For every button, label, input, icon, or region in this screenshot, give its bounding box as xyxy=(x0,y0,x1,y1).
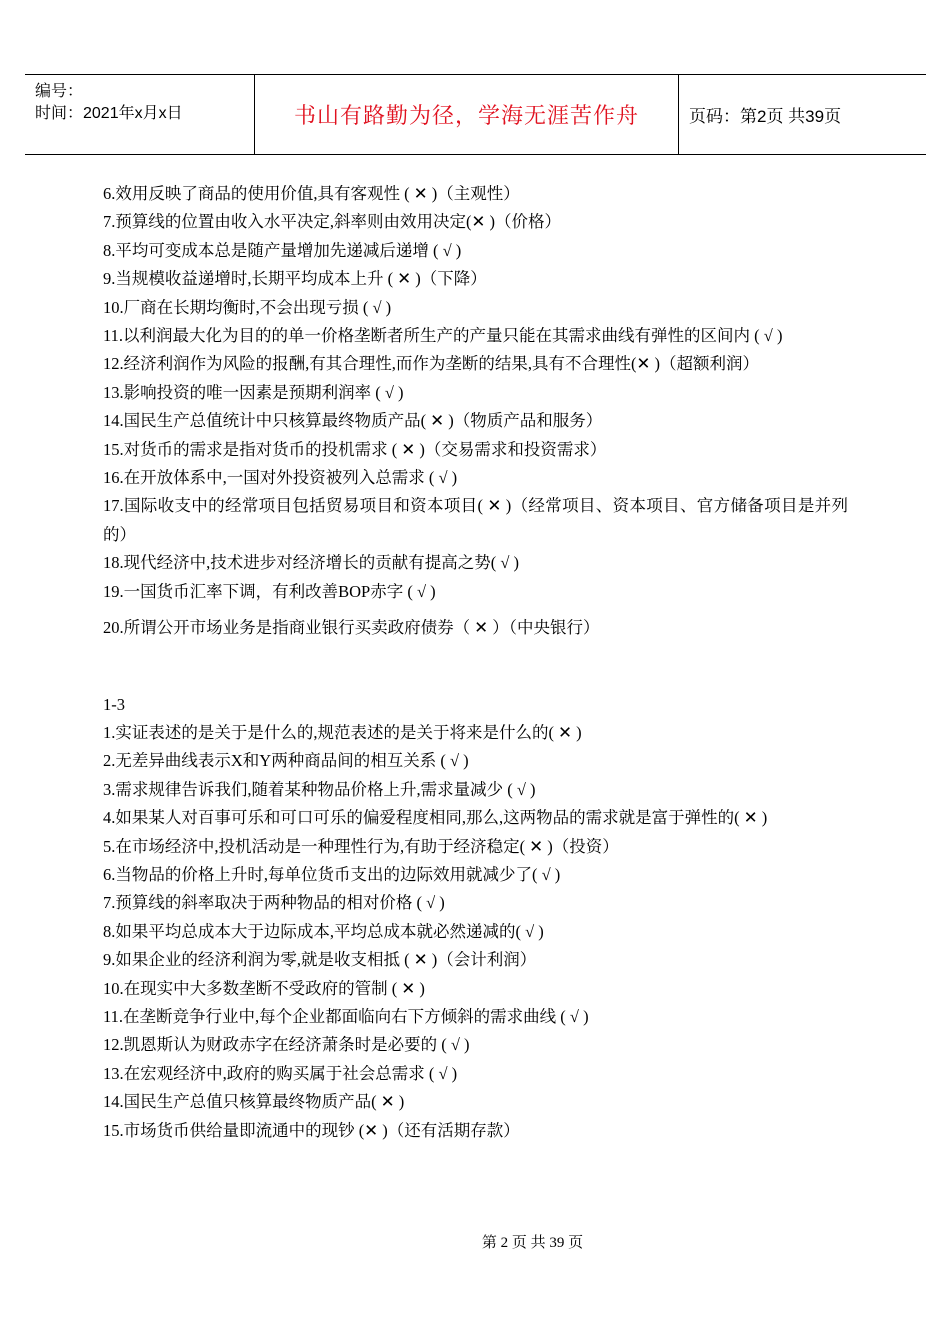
statement-item: 18.现代经济中,技术进步对经济增长的贡献有提高之势( √ ) xyxy=(103,553,520,573)
statement-item: 19.一国货币汇率下调，有利改善BOP赤字 ( √ ) xyxy=(103,581,436,601)
statement-item: 5.在市场经济中,投机活动是一种理性行为,有助于经济稳定( ✕ )（投资） xyxy=(103,836,619,856)
statement-item: 7.预算线的斜率取决于两种物品的相对价格 ( √ ) xyxy=(103,893,445,913)
statement-item: 1.实证表述的是关于是什么的,规范表述的是关于将来是什么的( ✕ ) xyxy=(103,722,582,742)
statement-item: 12.经济利润作为风险的报酬,有其合理性,而作为垄断的结果,具有不合理性(✕ )（超额利润） xyxy=(103,354,759,374)
header-motto: 书山有路勤为径，学海无涯苦作舟 xyxy=(254,75,679,154)
statement-item: 12.凯恩斯认为财政赤字在经济萧条时是必要的 ( √ ) xyxy=(103,1035,470,1055)
statement-item: 17.国际收支中的经常项目包括贸易项目和资本项目( ✕ )（经常项目、资本项目、官方储备项目是并列的） xyxy=(103,496,848,544)
document-number-label: 编号： xyxy=(35,83,84,100)
statement-item: 10.厂商在长期均衡时,不会出现亏损 ( √ ) xyxy=(103,297,392,317)
statement-item: 6.当物品的价格上升时,每单位货币支出的边际效用就减少了( √ ) xyxy=(103,864,561,884)
header-meta xyxy=(25,75,254,154)
page-footer: 第 2 页 共 39 页 xyxy=(481,1235,584,1251)
statement-item: 14.国民生产总值统计中只核算最终物质产品( ✕ )（物质产品和服务） xyxy=(103,411,603,431)
statement-item: 15.市场货币供给量即流通中的现钞 (✕ )（还有活期存款） xyxy=(103,1120,520,1140)
statement-item: 13.影响投资的唯一因素是预期利润率 ( √ ) xyxy=(103,382,404,402)
document-time-label: 时间：2021年x月x日 xyxy=(35,105,183,122)
statement-item: 2.无差异曲线表示X和Y两种商品间的相互关系 ( √ ) xyxy=(103,751,469,771)
section-2-list xyxy=(103,719,848,1145)
statement-item: 15.对货币的需求是指对货币的投机需求 ( ✕ )（交易需求和投资需求） xyxy=(103,439,607,459)
section-1-list xyxy=(103,180,848,643)
statement-item: 13.在宏观经济中,政府的购买属于社会总需求 ( √ ) xyxy=(103,1063,458,1083)
statement-item: 14.国民生产总值只核算最终物质产品( ✕ ) xyxy=(103,1092,405,1112)
header-page-label: 页码：第2页 共39页 xyxy=(689,107,842,126)
statement-item: 8.平均可变成本总是随产量增加先递减后递增 ( √ ) xyxy=(103,240,462,260)
page-header xyxy=(25,74,926,155)
statement-item: 20.所谓公开市场业务是指商业银行买卖政府债券（ ✕ ）（中央银行） xyxy=(103,618,600,638)
section-2-title: 1-3 xyxy=(103,694,125,714)
statement-item: 16.在开放体系中,一国对外投资被列入总需求 ( √ ) xyxy=(103,468,458,488)
statement-item: 11.以利润最大化为目的的单一价格垄断者所生产的产量只能在其需求曲线有弹性的区间内 ( √ ) xyxy=(103,326,783,346)
document-body xyxy=(103,180,848,1145)
statement-item: 11.在垄断竞争行业中,每个企业都面临向右下方倾斜的需求曲线 ( √ ) xyxy=(103,1006,589,1026)
statement-item: 3.需求规律告诉我们,随着某种物品价格上升,需求量减少 ( √ ) xyxy=(103,779,536,799)
statement-item: 9.如果企业的经济利润为零,就是收支相抵 ( ✕ )（会计利润） xyxy=(103,950,537,970)
statement-item: 8.如果平均总成本大于边际成本,平均总成本就必然递减的( √ ) xyxy=(103,921,544,941)
statement-item: 7.预算线的位置由收入水平决定,斜率则由效用决定(✕ )（价格） xyxy=(103,212,561,232)
statement-item: 6.效用反映了商品的使用价值,具有客观性 ( ✕ )（主观性） xyxy=(103,184,520,203)
statement-item: 10.在现实中大多数垄断不受政府的管制 ( ✕ ) xyxy=(103,978,425,998)
statement-item: 9.当规模收益递增时,长期平均成本上升 ( ✕ )（下降） xyxy=(103,269,487,289)
statement-item: 4.如果某人对百事可乐和可口可乐的偏爱程度相同,那么,这两物品的需求就是富于弹性的( ✕ ) xyxy=(103,808,768,828)
